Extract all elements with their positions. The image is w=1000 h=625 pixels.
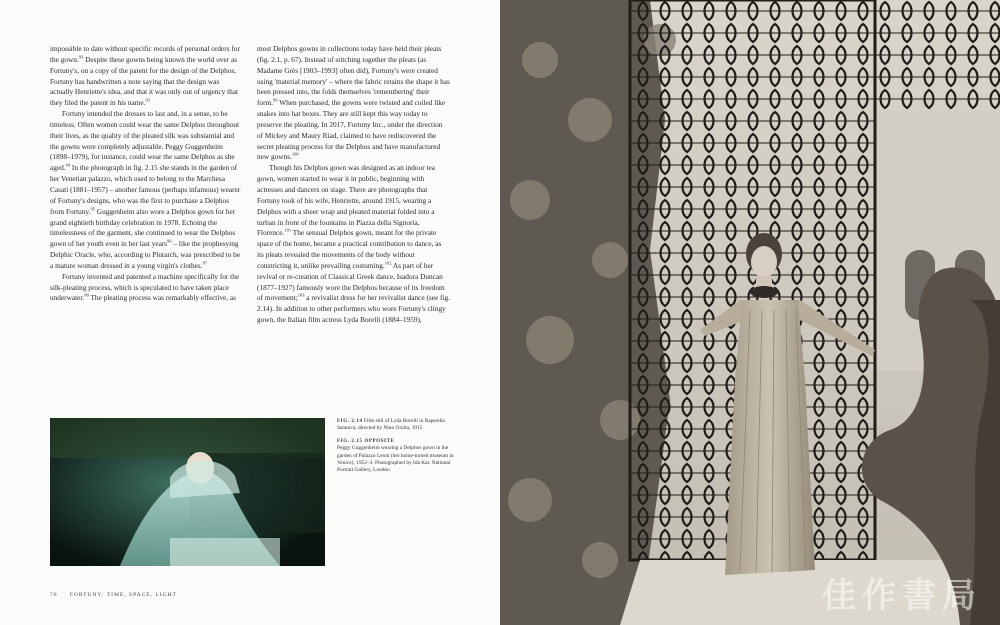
footnote-ref: 96 <box>167 238 172 244</box>
footnote-ref: 97 <box>202 260 208 266</box>
text-run: Though his Delphos gown was designed as an indoor tea gown, women started to wear it in public, beginning with actresses and dancers on stage. There are photographs that Fortuny took of his wife, Henriette, around 1915, wearing a Delphos with a sheer wrap and pleated material folded into a turban in front of the fountains in Piazza della Signoria, Florence. <box>257 163 435 238</box>
film-still-image <box>50 418 325 566</box>
footnote-ref: 93 <box>78 54 84 60</box>
text-run: As part of her revival or re-creation of Classical Greek dance, Isadora Duncan (1877–1927) famously wore the Delphos because of its freedom of movement; <box>257 260 445 303</box>
figure-captions <box>337 418 455 480</box>
footnote-ref: 100 <box>291 152 299 158</box>
paragraph <box>257 163 450 326</box>
text-run: The pleating process was remarkably effective, as <box>88 293 236 303</box>
caption-fig-2-15 <box>337 438 455 475</box>
footnote-ref: 95 <box>90 206 95 212</box>
paragraph <box>257 44 450 163</box>
footnote-ref: 94 <box>65 162 71 168</box>
footnote-ref: 102 <box>384 260 392 266</box>
footnote-ref: 99 <box>273 97 278 103</box>
footnote-ref: 103 <box>297 292 305 298</box>
footnote-ref: 101 <box>284 227 292 233</box>
text-run: In the photograph in fig. 2.15 she stands in the garden of her Venetian palazzo, which used to belong to the Marchesa Casati (1881–1957) – another famous (perhaps infamous) wearer of Fortuny's designs, who was the first to purchase a Delphos from Fortuny. <box>50 163 241 216</box>
text-run: impossible to date without specific records of personal orders for the gown. <box>50 44 240 64</box>
text-run: most Delphos gowns in collections today have held their pleats (fig. 2.1, p. 67). Instead of stitching together the pleats (as Madame Grès [1903–1993] often did), Fortuny's were created using 'material memory' – where the fabric retains the shape it has been pressed into, the folds themselves 'remembering' their form. <box>257 44 450 108</box>
paragraph <box>50 272 243 305</box>
watermark-text: 佳作書局 <box>822 576 982 616</box>
text-run: Fortuny invented and patented a machine specifically for the silk-pleating process, which is speculated to have taken place underwater. <box>50 271 240 303</box>
text-column-2 <box>257 44 450 326</box>
footnote-ref: 98 <box>84 292 89 298</box>
garden-photo-graphic <box>500 0 1000 625</box>
paragraph <box>50 109 243 272</box>
text-run: – like the prophesying Delphic Oracle, who, according to Plutarch, was prescribed to be a mature woman dressed in a young virgin's clothes. <box>50 239 241 270</box>
page-number: 76 <box>50 592 58 598</box>
caption-text: Film still of Lyda Borelli in Rapsodia Satanica, directed by Nino Oxilia, 1915 <box>337 418 445 432</box>
text-run: Despite these gowns being known the world over as Fortuny's, on a copy of the patent for the design of the Delphos, Fortuny has handwritten a note saying that the design was actually Henriette's idea, and that it was only out of urgency that they filed the patent in his name. <box>50 54 239 108</box>
page-footer <box>50 592 187 598</box>
caption-fig-2-14 <box>337 418 455 433</box>
text-column-1 <box>50 44 243 304</box>
caption-label: FIG. 2.15 OPPOSITE <box>337 438 395 444</box>
film-still-graphic <box>50 418 325 566</box>
right-page-photograph <box>500 0 1000 625</box>
caption-text: Peggy Guggenheim wearing a Delphos gown in the garden of Palazzo Leoni (her home-turned museum in Venice), 1952–3. Photographed by Ida Kar. National Portrait Gallery, London <box>337 445 454 474</box>
text-run: Fortuny intended the dresses to last and, in a sense, to be timeless. Often women could wear the same Delphos throughout their lives, as the quality of the pleated silk was substantial and the gowns were completely adjustable. Peggy Guggenheim (1898–1979), for instance, could wear the same Delphos as she aged. <box>50 109 240 173</box>
running-title: FORTUNY: TIME, SPACE, LIGHT <box>69 592 177 598</box>
text-run: a revivalist dress for her revivalist dance (see fig. 2.14). In addition to other performers who wore Fortuny's clingy gown, the Italian film actress Lyda Borelli (1884–1959), <box>257 293 450 325</box>
text-run: The sensual Delphos gown, meant for the private space of the home, became a practical contribution to dance, as its pleats revealed the movements of the body without constricting it, unlike prevailing costuming. <box>257 228 442 270</box>
footnote-ref: 93 <box>145 97 150 103</box>
text-run: When purchased, the gowns were twisted and coiled like snakes into hat boxes. They are still kept this way today to preserve the pleating. In 2017, Fortuny Inc., under the direction of Mickey and Maury Riad, claimed to have rediscovered the secret pleating process for the Delphos and have manufactured new gowns. <box>257 98 446 162</box>
text-run: Guggenheim also wore a Delphos gown for her grand eightieth birthday celebration in 1978. Echoing the timelessness of the garment, she continued to wear the Delphos gown of her youth even in her last years <box>50 206 236 249</box>
caption-label: FIG. 2.14 <box>337 419 363 424</box>
paragraph <box>50 44 243 109</box>
